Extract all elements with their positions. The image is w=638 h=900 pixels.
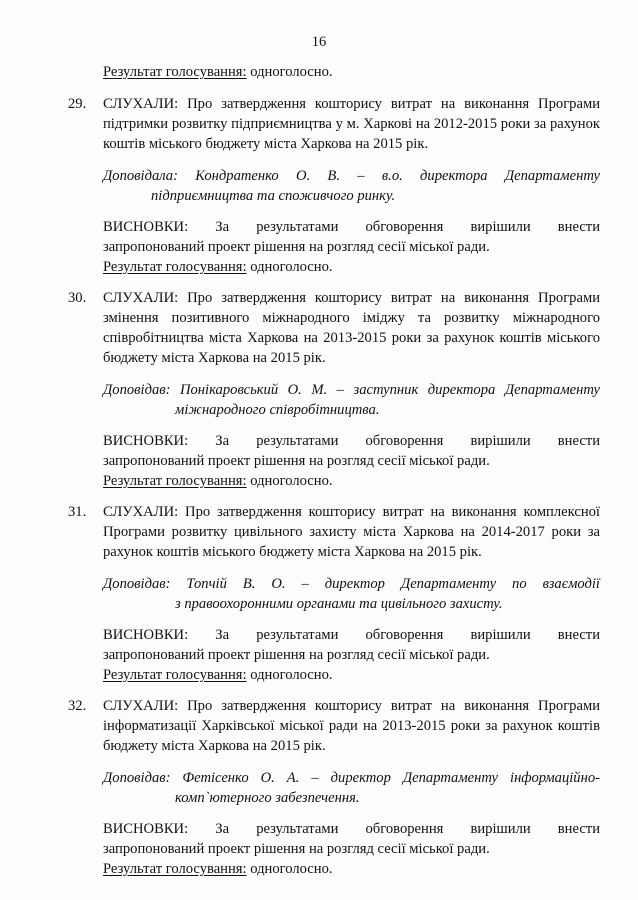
agenda-item-32 <box>0 696 638 879</box>
document-content <box>0 62 638 879</box>
vote-result-label: Результат голосування: <box>103 64 247 80</box>
agenda-item-30 <box>0 288 638 491</box>
heard-text: Про затвердження кошторису витрат на виконання Програми інформатизації Харківської міської ради на 2013-2015 роки за рахунок коштів бюджету міста Харкова на 2015 рік. <box>103 698 600 754</box>
item-number: 32. <box>68 698 87 714</box>
conclusion-line: ВИСНОВКИ: За результатами обговорення вирішили внести <box>103 627 600 643</box>
vote-result-value: одноголосно. <box>246 861 333 877</box>
conclusion-line: ВИСНОВКИ: За результатами обговорення вирішили внести <box>103 821 600 837</box>
page-number: 16 <box>311 34 327 50</box>
conclusion-line-continued: запропонований проект рішення на розгляд сесії міської ради. <box>103 239 490 255</box>
vote-result-value: одноголосно. <box>246 64 333 80</box>
vote-result <box>103 859 600 879</box>
speaker-line-continued: комп`ютерного забезпечення. <box>175 790 360 806</box>
item-number: 31. <box>68 504 87 520</box>
speaker-block <box>103 574 600 614</box>
heard-paragraph <box>103 288 600 368</box>
speaker-line-continued: міжнародного співробітництва. <box>175 402 380 418</box>
speaker-line: Доповідав: Фетісенко О. А. – директор Департаменту інформаційно- <box>103 770 600 786</box>
conclusion-block <box>103 217 600 277</box>
vote-result-label: Результат голосування: <box>103 861 247 877</box>
conclusion-block <box>103 431 600 491</box>
vote-result <box>103 665 600 685</box>
conclusion-line-continued: запропонований проект рішення на розгляд сесії міської ради. <box>103 647 490 663</box>
heard-label: СЛУХАЛИ: <box>103 96 179 112</box>
vote-result-label: Результат голосування: <box>103 259 247 275</box>
top-vote-result <box>103 62 638 83</box>
vote-result-value: одноголосно. <box>246 473 333 489</box>
heard-label: СЛУХАЛИ: <box>103 698 179 714</box>
conclusion-line-continued: запропонований проект рішення на розгляд сесії міської ради. <box>103 841 490 857</box>
speaker-line: Доповідав: Понікаровський О. М. – заступник директора Департаменту <box>103 382 600 398</box>
speaker-line-continued: з правоохоронними органами та цивільного захисту. <box>175 596 503 612</box>
heard-label: СЛУХАЛИ: <box>103 504 179 520</box>
conclusion-line-continued: запропонований проект рішення на розгляд сесії міської ради. <box>103 453 490 469</box>
vote-result-label: Результат голосування: <box>103 473 247 489</box>
speaker-block <box>103 380 600 420</box>
speaker-block <box>103 768 600 808</box>
vote-result-value: одноголосно. <box>246 259 333 275</box>
heard-paragraph <box>103 696 600 756</box>
vote-result <box>103 471 600 491</box>
heard-label: СЛУХАЛИ: <box>103 290 179 306</box>
heard-paragraph <box>103 94 600 154</box>
heard-text: Про затвердження кошторису витрат на виконання комплексної Програми розвитку цивільного захисту міста Харкова на 2014-2017 роки за рахунок коштів міського бюджету міста Харкова на 2015 рік. <box>103 504 600 560</box>
agenda-item-31 <box>0 502 638 685</box>
vote-result-label: Результат голосування: <box>103 667 247 683</box>
speaker-line: Доповідала: Кондратенко О. В. – в.о. директора Департаменту <box>103 168 600 184</box>
item-number: 29. <box>68 96 87 112</box>
heard-paragraph <box>103 502 600 562</box>
speaker-line: Доповідав: Топчій В. О. – директор Департаменту по взаємодії <box>103 576 600 592</box>
conclusion-block <box>103 625 600 685</box>
agenda-item-29 <box>0 94 638 277</box>
heard-text: Про затвердження кошторису витрат на виконання Програми підтримки розвитку підприємництва у м. Харкові на 2012-2015 роки за рахунок коштів міського бюджету міста Харкова на 2015 рік. <box>103 96 600 152</box>
conclusion-line: ВИСНОВКИ: За результатами обговорення вирішили внести <box>103 219 600 235</box>
item-number: 30. <box>68 290 87 306</box>
vote-result <box>103 257 600 277</box>
speaker-block <box>103 166 600 206</box>
speaker-line-continued: підприємництва та споживчого ринку. <box>151 188 396 204</box>
conclusion-line: ВИСНОВКИ: За результатами обговорення вирішили внести <box>103 433 600 449</box>
conclusion-block <box>103 819 600 879</box>
vote-result-value: одноголосно. <box>246 667 333 683</box>
heard-text: Про затвердження кошторису витрат на виконання Програми змінення позитивного міжнародного іміджу та розвитку міжнародного співробітництва міста Харкова на 2013-2015 роки за рахунок коштів міського бюджету міста Харкова на 2015 рік. <box>103 290 600 366</box>
